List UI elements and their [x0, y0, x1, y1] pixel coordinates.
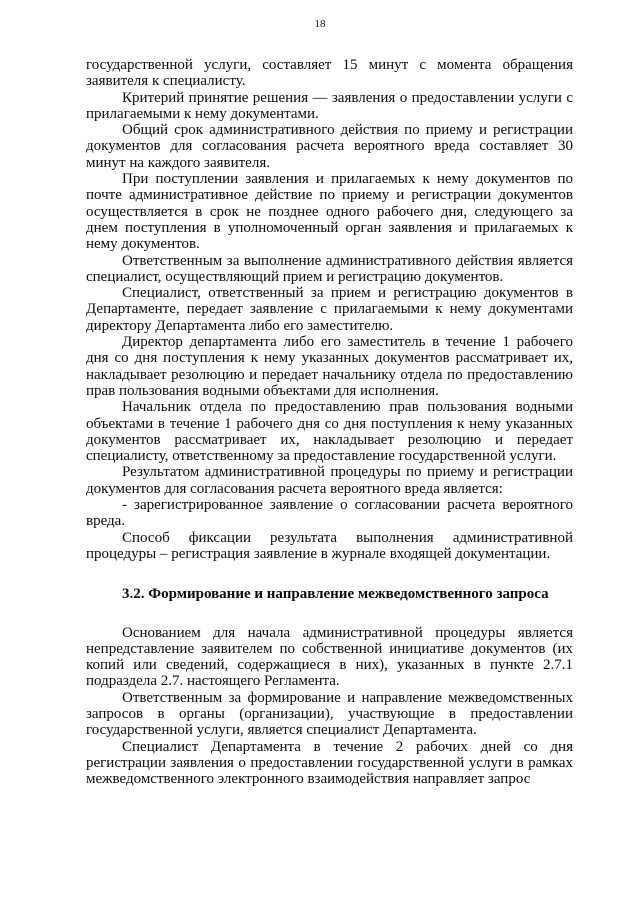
paragraph: Директор департамента либо его заместитель в течение 1 рабочего дня со дня поступления к нему указанных документов рассматривает их, накладывает резолюцию и передает начальнику отдела по предоставлению прав пользования водными объектами для исполнения.: [86, 334, 573, 399]
paragraph: Ответственным за выполнение административного действия является специалист, осуществляющий прием и регистрацию документов.: [86, 252, 573, 285]
paragraph: Специалист Департамента в течение 2 рабочих дней со дня регистрации заявления о предоставлении государственной услуги в рамках межведомственного электронного взаимодействия направляет запрос: [86, 738, 573, 788]
paragraph: Способ фиксации результата выполнения административной процедуры – регистрация заявление в журнале входящей документации.: [86, 529, 573, 562]
paragraph: При поступлении заявления и прилагаемых к нему документов по почте административное действие по приему и регистрации документов осуществляется в срок не позднее одного рабочего дня, следующего за днем поступления в уполномоченный орган заявления и прилагаемых к нему документов.: [86, 171, 573, 253]
paragraph: Общий срок административного действия по приему и регистрации документов для согласования расчета вероятного вреда составляет 30 минут на каждого заявителя.: [86, 122, 573, 171]
paragraph: Основанием для начала административной процедуры является непредставление заявителем по собственной инициативе документов (их копий или сведений, содержащиеся в них), указанных в пункте 2.7.1 подраздела 2.7. настоящего Регламента.: [86, 624, 573, 690]
list-item: - зарегистрированное заявление о согласовании расчета вероятного вреда.: [86, 497, 573, 530]
paragraph: Результатом административной процедуры по приему и регистрации документов для согласования расчета вероятного вреда является:: [86, 464, 573, 497]
document-body: [86, 57, 573, 787]
section-heading: 3.2. Формирование и направление межведомственного запроса: [122, 586, 549, 603]
paragraph: Начальник отдела по предоставлению прав пользования водными объектами в течение 1 рабочего дня со дня поступления к нему указанных документов рассматривает их, накладывает резолюцию и передает специалисту, ответственному за предоставление государственной услуги.: [86, 399, 573, 465]
paragraph: Ответственным за формирование и направление межведомственных запросов в органы (организации), участвующие в предоставлении государственной услуги, является специалист Департамента.: [86, 689, 573, 739]
paragraph: Специалист, ответственный за прием и регистрацию документов в Департаменте, передает заявление с прилагаемыми к нему документами директору Департамента либо его заместителю.: [86, 285, 573, 334]
paragraph: Критерий принятие решения — заявления о предоставлении услуги с прилагаемыми к нему документами.: [86, 89, 573, 122]
paragraph: государственной услуги, составляет 15 минут с момента обращения заявителя к специалисту.: [86, 57, 573, 90]
page-number: 18: [314, 18, 326, 30]
